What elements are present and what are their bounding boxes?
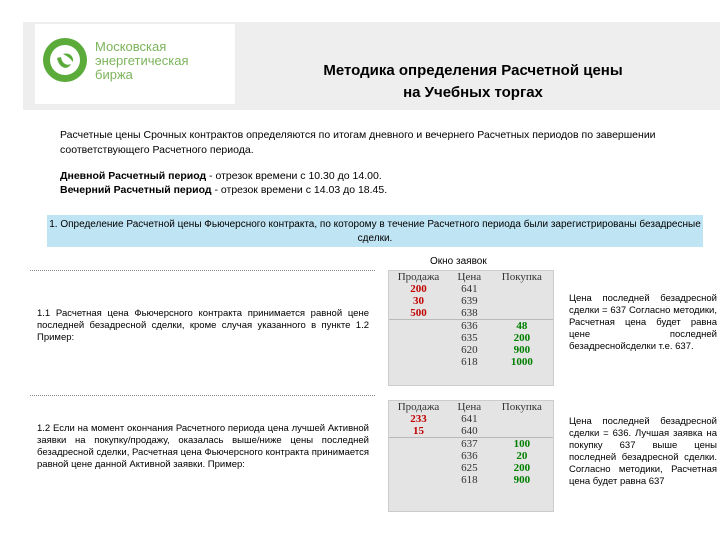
buy-volume <box>491 283 553 295</box>
buy-volume <box>491 413 553 425</box>
price-level: 641 <box>461 283 478 295</box>
case-2-text: 1.2 Если на момент окончания Расчетного периода цена лучшей Активной заявки на покупку/продажу, оказалась выше/ниже цены последней безадресной сделки, Расчетная цена Фьючерсного контракта принимается равной цене данной Активной заявки. Пример: <box>37 423 369 470</box>
table-row <box>389 320 553 333</box>
sell-volume <box>389 474 448 486</box>
buy-volume: 1000 <box>510 356 533 368</box>
price-level: 625 <box>461 462 478 474</box>
orderbook-1-header-price: Цена <box>457 271 482 283</box>
evening-period-label: Вечерний Расчетный период <box>60 184 212 196</box>
price-level: 637 <box>448 438 491 451</box>
orderbook-title: Окно заявок <box>430 256 487 267</box>
day-period-label: Дневной Расчетный период <box>60 170 207 182</box>
sell-volume: 500 <box>410 307 427 319</box>
table-row <box>389 413 553 425</box>
logo-emblem-icon <box>43 38 87 82</box>
case-2-explanation: Цена последней безадресной сделки = 636. Лучшая заявка на покупку 637 выше цены последней безадресной сделки. Согласно методики, Расчетная цена будет равна 637 <box>569 416 717 487</box>
table-row <box>389 438 553 451</box>
day-period <box>60 169 710 183</box>
day-period-text: - отрезок времени с 10.30 до 14.00. <box>206 170 382 182</box>
price-level: 618 <box>461 474 478 486</box>
price-level: 620 <box>461 344 478 356</box>
orderbook-2-header-buy: Покупка <box>501 401 542 413</box>
section-1-heading: 1. Определение Расчетной цены Фьючерсного контракта, по которому в течение Расчетного периода были зарегистрированы безадресные сделки. <box>47 215 703 247</box>
divider-line <box>30 270 375 271</box>
periods-block <box>60 169 710 197</box>
table-row <box>389 356 553 368</box>
buy-volume: 20 <box>516 450 528 462</box>
logo-line-3: биржа <box>95 67 133 82</box>
price-level: 636 <box>461 450 478 462</box>
logo-line-1: Московская <box>95 39 167 54</box>
sell-volume <box>389 344 448 356</box>
price-level: 635 <box>461 332 478 344</box>
page-title <box>263 60 683 104</box>
title-line-1: Методика определения Расчетной цены <box>323 62 623 79</box>
buy-volume: 900 <box>513 474 531 486</box>
table-row <box>389 474 553 486</box>
evening-period-text: - отрезок времени с 14.03 до 18.45. <box>211 184 388 196</box>
sell-volume <box>389 332 448 344</box>
price-level: 636 <box>448 320 491 333</box>
price-level: 618 <box>461 356 478 368</box>
divider-line <box>30 395 375 396</box>
table-row <box>389 332 553 344</box>
orderbook-2-header-sell: Продажа <box>397 401 440 413</box>
sell-volume <box>389 438 448 451</box>
table-row <box>389 450 553 462</box>
buy-volume: 100 <box>491 438 553 451</box>
sell-volume: 30 <box>413 295 425 307</box>
table-row <box>389 425 553 438</box>
orderbook-1-header-buy: Покупка <box>501 271 542 283</box>
intro-paragraph: Расчетные цены Срочных контрактов определяются по итогам дневного и вечернего Расчетных периодов по завершении соответствующего Расчетного периода. <box>60 129 656 156</box>
buy-volume: 200 <box>513 332 531 344</box>
table-row <box>389 307 553 320</box>
evening-period <box>60 183 710 197</box>
sell-volume: 15 <box>413 425 425 437</box>
orderbook-2 <box>388 400 554 512</box>
sell-volume <box>389 356 448 368</box>
price-level: 640 <box>461 425 478 437</box>
header-banner <box>23 22 720 110</box>
orderbook-1-header-sell: Продажа <box>397 271 440 283</box>
table-row <box>389 462 553 474</box>
logo-line-2: энергетическая <box>95 53 189 68</box>
buy-volume: 200 <box>513 462 531 474</box>
orderbook-2-header-price: Цена <box>457 401 482 413</box>
sell-volume: 233 <box>410 413 427 425</box>
buy-volume <box>491 295 553 307</box>
case-1-explanation: Цена последней безадресной сделки = 637 Согласно методики, Расчетная цена будет равна цене последней безадреснойсделки т.е. 637. <box>569 293 717 352</box>
exchange-logo <box>35 24 235 104</box>
price-level: 639 <box>461 295 478 307</box>
sell-volume <box>389 320 448 333</box>
price-level: 638 <box>461 307 478 319</box>
buy-volume: 900 <box>513 344 531 356</box>
table-row <box>389 344 553 356</box>
table-row <box>389 295 553 307</box>
table-row <box>389 283 553 295</box>
buy-volume <box>491 307 553 320</box>
sell-volume <box>389 462 448 474</box>
logo-name <box>95 40 189 82</box>
title-line-2: на Учебных торгах <box>403 84 543 101</box>
sell-volume <box>389 450 448 462</box>
sell-volume: 200 <box>410 283 427 295</box>
case-1-text: 1.1 Расчетная цена Фьючерсного контракта принимается равной цене последней безадресной сделки, кроме случая указанного в пункте 1.2 Пример: <box>37 308 369 343</box>
buy-volume <box>491 425 553 438</box>
buy-volume: 48 <box>491 320 553 333</box>
orderbook-1 <box>388 270 554 386</box>
price-level: 641 <box>461 413 478 425</box>
